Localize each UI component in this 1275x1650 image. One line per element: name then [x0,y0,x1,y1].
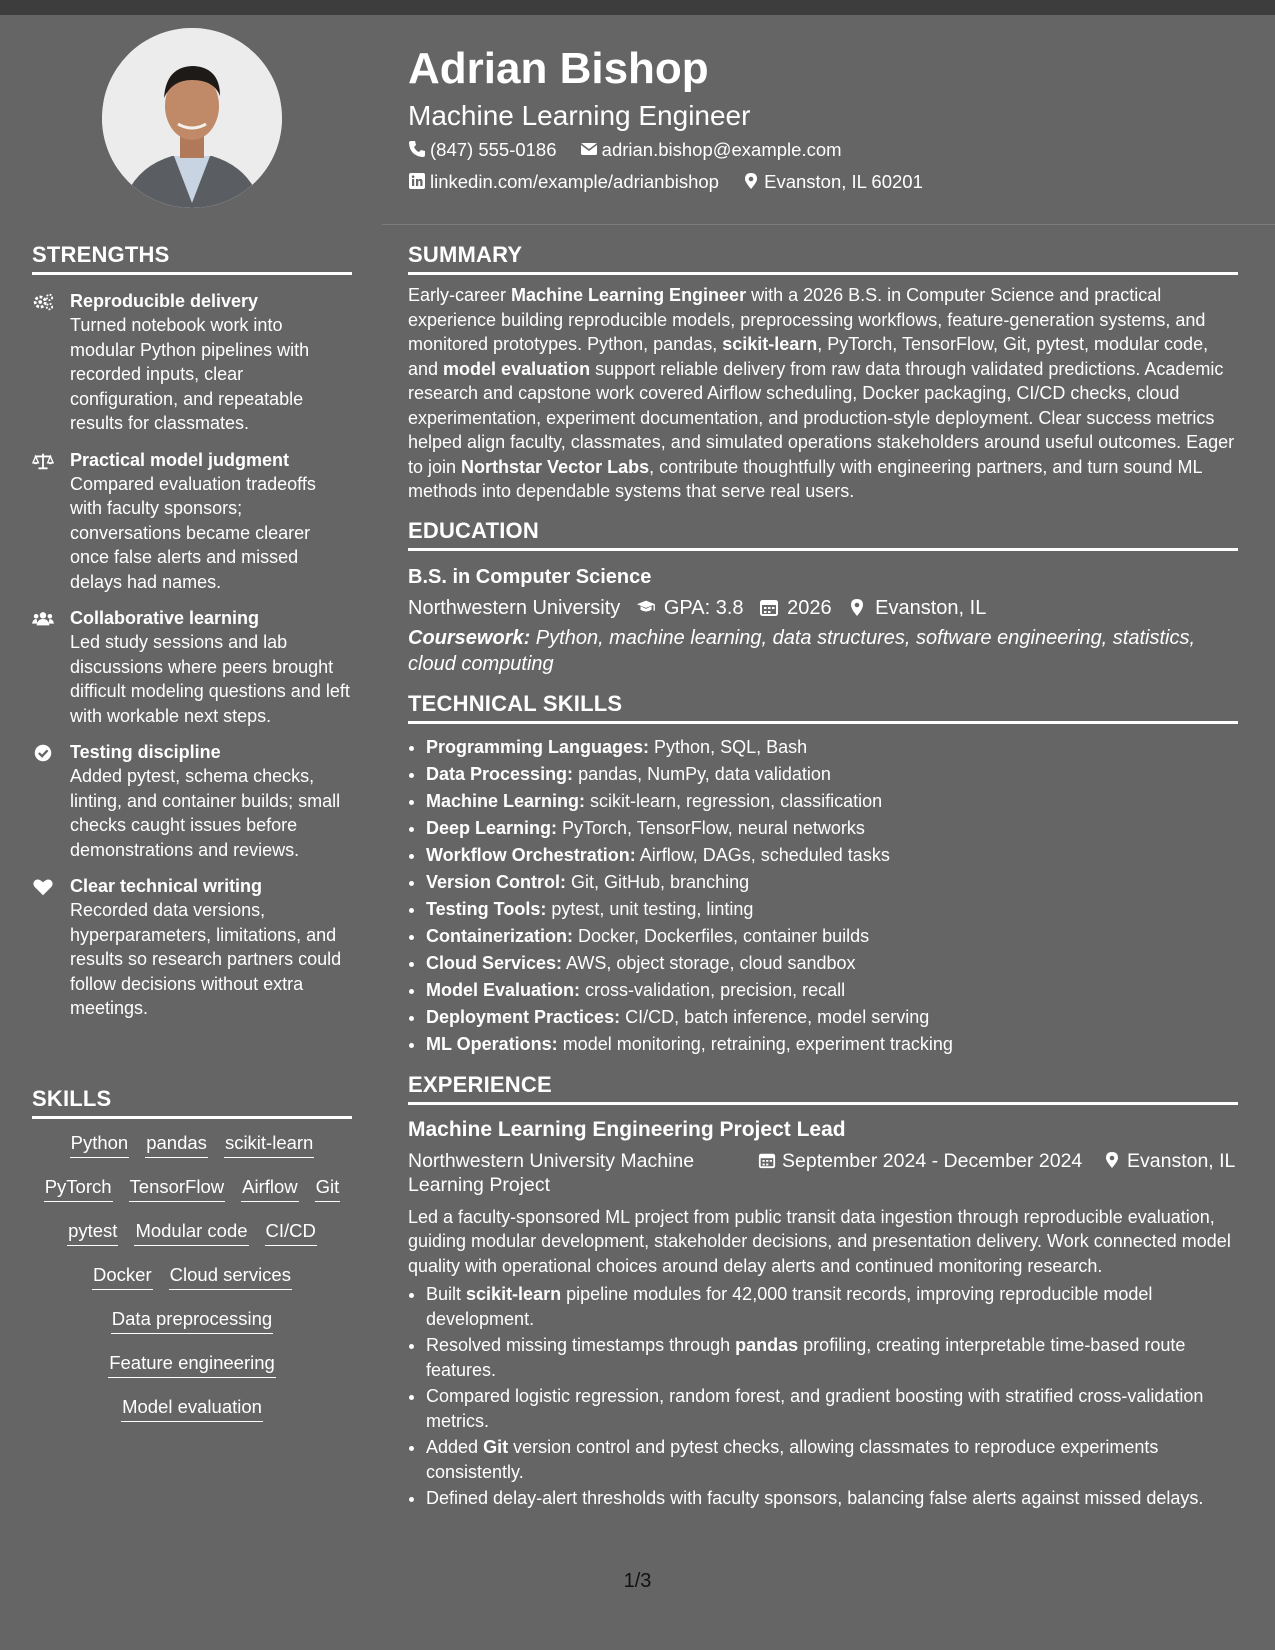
summary-text-part: , contribute thoughtfully with engineering partners, and turn sound ML methods into dependable systems that serve real users. [408,456,1202,501]
skill-value: model monitoring, retraining, experiment tracking [557,1033,953,1054]
skill-label: Testing Tools: [426,898,547,919]
strength-text: Added pytest, schema checks, linting, and container builds; small checks caught issues before demonstrations and reviews. [70,766,341,860]
skill-chip: Python [70,1131,130,1158]
job-title: Machine Learning Engineering Project Lead [408,1117,846,1141]
skill-chip: Airflow [241,1175,299,1202]
skills-heading: SKILLS [32,1086,352,1119]
chip-row [32,1395,352,1423]
heart-icon [32,874,70,1021]
education-section [408,518,1238,677]
graduation-year: 2026 [787,596,832,619]
skill-chip: scikit-learn [224,1131,314,1158]
list-item [426,1004,1238,1031]
skill-value: pandas, NumPy, data validation [573,763,831,784]
strengths-heading: STRENGTHS [32,242,352,275]
contact-line [408,166,1238,198]
skill-chip: Docker [92,1263,153,1290]
envelope-icon [580,140,598,158]
bullet-text: Added [426,1437,484,1457]
bullet-bold: Git [483,1437,509,1457]
skill-value: pytest, unit testing, linting [546,898,754,919]
summary-section [408,242,1238,504]
skill-label: Cloud Services: [426,952,563,973]
summary-text-bold: Machine Learning Engineer [511,285,747,305]
skill-chips [32,1131,352,1423]
list-item [426,869,1238,896]
job-dates [758,1149,1103,1197]
strength-item [32,606,352,728]
strength-item [32,448,352,595]
skill-label: Version Control: [426,871,567,892]
map-marker-icon [847,598,867,616]
location-text: Evanston, IL 60201 [764,171,923,192]
top-bar [0,0,1275,15]
main-column [408,242,1238,1525]
chip-row [32,1263,352,1291]
bullet-text: Defined delay-alert thresholds with faculty sponsors, balancing false alerts against missed delays. [426,1488,1204,1508]
job-meta [408,1149,1238,1197]
graduation-cap-icon [636,598,656,616]
education-details [408,593,1238,623]
education-heading: EDUCATION [408,518,1238,551]
school-name: Northwestern University [408,596,621,619]
profile-photo [102,28,282,208]
skill-value: AWS, object storage, cloud sandbox [562,952,856,973]
list-item [426,1384,1238,1433]
list-item [426,815,1238,842]
candidate-title: Machine Learning Engineer [408,100,751,131]
list-item [426,1486,1238,1511]
linkedin-text: linkedin.com/example/adrianbishop [430,171,719,192]
header-divider [382,224,1275,225]
job-location [1103,1149,1238,1197]
technical-skills-heading: TECHNICAL SKILLS [408,691,1238,724]
degree: B.S. in Computer Science [408,565,652,588]
gears-icon [32,289,70,436]
strengths-section [32,242,352,1021]
list-item [426,1435,1238,1484]
skill-chip: Feature engineering [108,1351,276,1378]
map-marker-icon [1103,1151,1121,1169]
strength-title: Reproducible delivery [70,291,259,311]
skill-label: Programming Languages: [426,736,650,757]
bullet-text: Built [426,1284,467,1304]
page-indicator: 1/3 [623,1570,652,1592]
skill-value: PyTorch, TensorFlow, neural networks [557,817,865,838]
job-organization: Northwestern University Machine Learning Project [408,1149,695,1196]
skill-value: Python, SQL, Bash [649,736,808,757]
calendar-icon [758,1151,776,1169]
technical-skills-section [408,691,1238,1058]
technical-skills-list [408,734,1238,1058]
list-item [426,1282,1238,1331]
skill-chip: PyTorch [44,1175,113,1202]
chip-row [32,1219,352,1247]
coursework-label: Coursework: [408,626,531,649]
list-item [426,842,1238,869]
phone-text: (847) 555-0186 [430,139,557,160]
strength-text: Compared evaluation tradeoffs with faculty sponsors; conversations became clearer once false alerts and missed delays had names. [70,473,316,592]
gpa: GPA: 3.8 [663,596,744,619]
strength-item [32,740,352,862]
phone-contact [408,139,562,160]
linkedin-contact[interactable] [408,171,724,192]
skill-chip: Data preprocessing [111,1307,273,1334]
map-marker-icon [742,172,760,190]
contact-line [408,134,1238,166]
list-item [426,1031,1238,1058]
summary-text [408,283,1238,504]
bullet-text: Resolved missing timestamps through [426,1335,736,1355]
skill-chip: CI/CD [265,1219,317,1246]
bullet-text: profiling, creating interpretable time-based route features. [426,1335,1186,1380]
skill-label: Data Processing: [426,763,574,784]
list-item [426,896,1238,923]
skill-label: Containerization: [426,925,573,946]
coursework-list: Python, machine learning, data structures, software engineering, statistics, cloud computing [408,626,1196,675]
skill-label: Machine Learning: [426,790,586,811]
skill-chip: Modular code [134,1219,248,1246]
strength-title: Clear technical writing [70,876,263,896]
list-item [426,977,1238,1004]
chip-row [32,1351,352,1379]
summary-heading: SUMMARY [408,242,1238,275]
list-item [426,788,1238,815]
skill-value: Git, GitHub, branching [566,871,750,892]
skill-label: Model Evaluation: [426,979,581,1000]
chip-row [32,1307,352,1335]
coursework [408,625,1238,677]
summary-text-bold: scikit-learn [722,334,818,354]
balance-scale-icon [32,448,70,595]
experience-section [408,1072,1238,1511]
skill-value: Docker, Dockerfiles, container builds [573,925,870,946]
strength-text: Turned notebook work into modular Python pipelines with recorded inputs, clear configuration, and repeatable results for classmates. [70,315,310,433]
strength-item [32,289,352,436]
summary-text-part: support reliable delivery from raw data through validated predictions. Academic research and capstone work covered Airflow scheduling, Docker packaging, CI/CD checks, cloud experimentation, experiment documentation, and production-style deployment. Clear success metrics helped align faculty, classmates, and simulated operations stakeholders around useful outcomes. Eager to join [408,358,1235,477]
list-item [426,1333,1238,1382]
list-item [426,734,1238,761]
skill-value: CI/CD, batch inference, model serving [620,1006,930,1027]
skill-value: scikit-learn, regression, classification [585,790,883,811]
chip-row [32,1175,352,1203]
job-description: Led a faculty-sponsored ML project from public transit data ingestion through reproducible evaluation, guiding modular development, stakeholder decisions, and presentation delivery. Work connected model quality with operational choices around delay alerts and continued monitoring research. [408,1206,1231,1276]
skill-value: Airflow, DAGs, scheduled tasks [635,844,890,865]
skill-chip: Model evaluation [121,1395,263,1422]
candidate-name: Adrian Bishop [408,44,709,93]
strength-text: Led study sessions and lab discussions where peers brought difficult modeling questions and left with workable next steps. [70,632,350,726]
bullet-text: pipeline modules for 42,000 transit records, improving reproducible model development. [426,1284,1153,1329]
summary-text-bold: model evaluation [443,358,591,379]
calendar-icon [759,598,779,616]
strength-title: Testing discipline [70,742,221,762]
skill-chip: Cloud services [169,1263,292,1290]
experience-heading: EXPERIENCE [408,1072,1238,1105]
bullet-bold: pandas [735,1335,799,1355]
skill-chip: Git [315,1175,341,1202]
job-bullets [408,1282,1238,1511]
skill-label: Deep Learning: [426,817,558,838]
skill-label: Workflow Orchestration: [426,844,636,865]
list-item [426,923,1238,950]
skill-chip: pytest [67,1219,118,1246]
school-location: Evanston, IL [875,596,987,619]
users-icon [32,606,70,728]
skill-label: ML Operations: [426,1033,558,1054]
summary-text-bold: Northstar Vector Labs [461,456,650,477]
strength-text: Recorded data versions, hyperparameters, limitations, and results so research partners could follow decisions without extra meetings. [70,900,342,1018]
strength-title: Collaborative learning [70,608,260,628]
summary-text-part: , PyTorch, TensorFlow, Git, pytest, modular code, and [408,334,1209,379]
chip-row [32,1131,352,1159]
skills-section [32,1086,352,1439]
skill-chip: pandas [145,1131,208,1158]
skill-label: Deployment Practices: [426,1006,621,1027]
summary-text-part: with a 2026 B.S. in Computer Science and practical experience building reproducible models, preprocessing workflows, feature-generation systems, and monitored prototypes. Python, pandas, [408,285,1206,354]
strength-item [32,874,352,1021]
email-contact[interactable] [580,139,842,160]
bullet-text: version control and pytest checks, allowing classmates to reproduce experiments consistently. [426,1437,1159,1482]
bullet-text: Compared logistic regression, random forest, and gradient boosting with stratified cross-validation metrics. [426,1386,1204,1431]
skill-chip: TensorFlow [129,1175,226,1202]
skill-value: cross-validation, precision, recall [580,979,846,1000]
resume-header [408,40,1238,198]
strength-title: Practical model judgment [70,449,290,470]
summary-text-part: Early-career [408,285,512,305]
phone-icon [408,140,426,158]
check-circle-icon [32,740,70,862]
bullet-bold: scikit-learn [466,1284,562,1304]
job-location-text: Evanston, IL [1127,1149,1236,1172]
location-contact [742,171,923,192]
linkedin-icon [408,172,426,190]
email-text: adrian.bishop@example.com [601,139,842,160]
list-item [426,950,1238,977]
list-item [426,761,1238,788]
job-dates-text: September 2024 - December 2024 [782,1149,1083,1172]
